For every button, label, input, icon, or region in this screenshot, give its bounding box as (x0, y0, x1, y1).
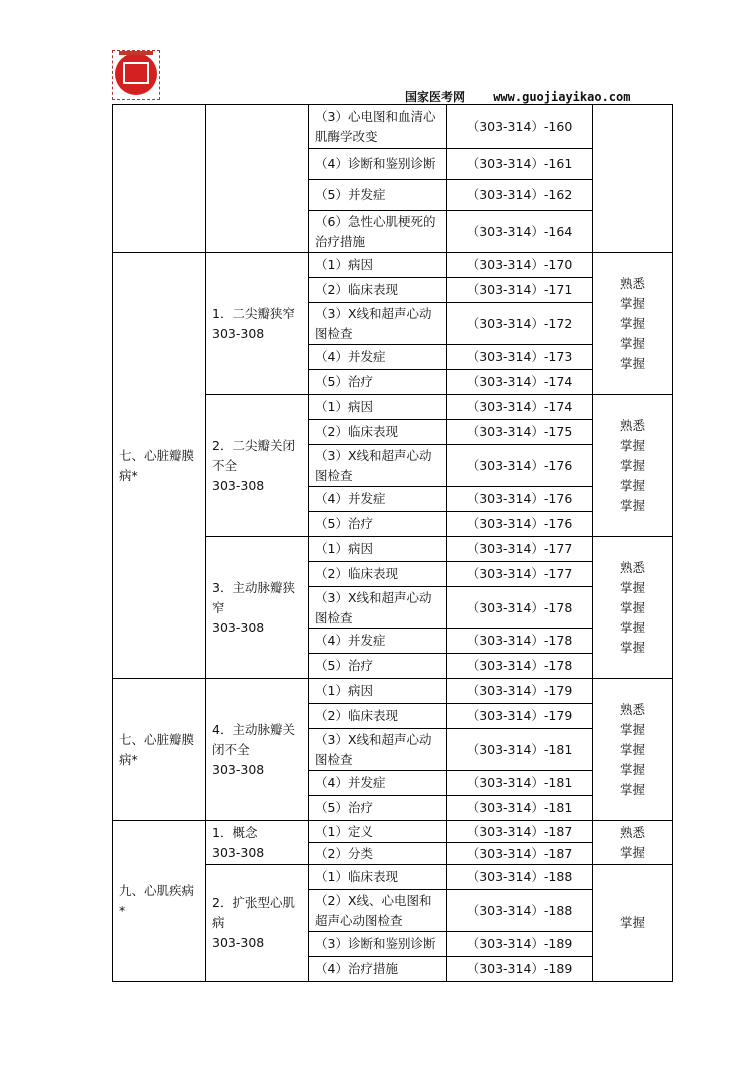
level-label: 掌握 (619, 355, 645, 371)
ref-cell: （303-314）-176 (447, 512, 593, 537)
ref-cell: （303-314）-178 (447, 629, 593, 654)
item-cell: （2）临床表现 (309, 562, 447, 587)
level-label: 掌握 (619, 639, 645, 655)
ref-cell: （303-314）-174 (447, 395, 593, 420)
ref-cell: （303-314）-176 (447, 487, 593, 512)
ref-cell: （303-314）-187 (447, 843, 593, 865)
level-label: 熟悉 (619, 275, 645, 291)
item-cell: （3）X线和超声心动图检查 (309, 729, 447, 771)
level-label: 掌握 (619, 781, 645, 797)
item-cell: （4）并发症 (309, 771, 447, 796)
topic-cell (206, 105, 309, 253)
level-label: 掌握 (619, 437, 645, 453)
ref-cell: （303-314）-181 (447, 729, 593, 771)
item-cell: （3）心电图和血清心肌酶学改变 (309, 105, 447, 149)
level-label: 掌握 (619, 457, 645, 473)
ref-cell: （303-314）-172 (447, 303, 593, 345)
item-cell: （4）并发症 (309, 487, 447, 512)
unit-cell: 七、心脏瓣膜病* (113, 253, 206, 679)
site-name: 国家医考网 (405, 90, 466, 104)
ref-cell: （303-314）-179 (447, 679, 593, 704)
ref-cell: （303-314）-181 (447, 771, 593, 796)
ref-cell: （303-314）-160 (447, 105, 593, 149)
ref-cell: （303-314）-188 (447, 890, 593, 932)
logo-banner (119, 51, 153, 55)
level-label: 熟悉 (619, 417, 645, 433)
level-label: 掌握 (619, 761, 645, 777)
level-label: 掌握 (619, 335, 645, 351)
item-cell: （1）病因 (309, 537, 447, 562)
level-cell (593, 105, 673, 253)
level-cell (593, 253, 673, 395)
item-cell: （2）临床表现 (309, 278, 447, 303)
item-cell: （3）X线和超声心动图检查 (309, 587, 447, 629)
unit-cell (113, 105, 206, 253)
topic-cell: 4．主动脉瓣关闭不全 303-308 (206, 679, 309, 821)
item-cell: （4）治疗措施 (309, 957, 447, 982)
level-label: 熟悉 (619, 559, 645, 575)
item-cell: （2）分类 (309, 843, 447, 865)
ref-cell: （303-314）-173 (447, 345, 593, 370)
topic-cell: 1．概念 303-308 (206, 821, 309, 865)
table-row (113, 105, 673, 149)
level-label: 掌握 (619, 599, 645, 615)
item-cell: （2）临床表现 (309, 420, 447, 445)
logo-mark (123, 62, 149, 84)
item-cell: （4）并发症 (309, 345, 447, 370)
level-label: 掌握 (619, 579, 645, 595)
level-label: 掌握 (619, 844, 645, 860)
topic-cell: 2．扩张型心肌病 303-308 (206, 865, 309, 982)
level-label: 掌握 (619, 477, 645, 493)
item-cell: （4）并发症 (309, 629, 447, 654)
item-cell: （5）并发症 (309, 180, 447, 211)
item-cell: （5）治疗 (309, 796, 447, 821)
topic-cell: 2．二尖瓣关闭不全 303-308 (206, 395, 309, 537)
item-cell: （5）治疗 (309, 370, 447, 395)
level-label: 掌握 (619, 741, 645, 757)
ref-cell: （303-314）-174 (447, 370, 593, 395)
item-cell: （3）X线和超声心动图检查 (309, 445, 447, 487)
item-cell: （2）X线、心电图和超声心动图检查 (309, 890, 447, 932)
table-row (113, 679, 673, 704)
syllabus-table (112, 104, 673, 982)
page-header (405, 88, 630, 105)
level-label: 掌握 (619, 915, 645, 930)
ref-cell: （303-314）-175 (447, 420, 593, 445)
ref-cell: （303-314）-161 (447, 149, 593, 180)
table-row (113, 821, 673, 843)
ref-cell: （303-314）-171 (447, 278, 593, 303)
level-label: 掌握 (619, 315, 645, 331)
topic-cell: 3．主动脉瓣狭窄 303-308 (206, 537, 309, 679)
level-cell (593, 395, 673, 537)
item-cell: （1）定义 (309, 821, 447, 843)
level-label: 熟悉 (619, 824, 645, 840)
logo (112, 50, 160, 100)
ref-cell: （303-314）-181 (447, 796, 593, 821)
ref-cell: （303-314）-179 (447, 704, 593, 729)
ref-cell: （303-314）-162 (447, 180, 593, 211)
ref-cell: （303-314）-188 (447, 865, 593, 890)
topic-cell: 1．二尖瓣狭窄 303-308 (206, 253, 309, 395)
unit-cell: 七、心脏瓣膜病* (113, 679, 206, 821)
level-label: 掌握 (619, 721, 645, 737)
site-url: www.guojiayikao.com (493, 90, 631, 104)
ref-cell: （303-314）-178 (447, 654, 593, 679)
item-cell: （5）治疗 (309, 512, 447, 537)
ref-cell: （303-314）-178 (447, 587, 593, 629)
ref-cell: （303-314）-164 (447, 211, 593, 253)
level-cell (593, 537, 673, 679)
item-cell: （1）病因 (309, 395, 447, 420)
ref-cell: （303-314）-177 (447, 562, 593, 587)
item-cell: （1）病因 (309, 679, 447, 704)
item-cell: （2）临床表现 (309, 704, 447, 729)
item-cell: （5）治疗 (309, 654, 447, 679)
ref-cell: （303-314）-170 (447, 253, 593, 278)
ref-cell: （303-314）-187 (447, 821, 593, 843)
level-label: 掌握 (619, 497, 645, 513)
level-cell (593, 865, 673, 982)
ref-cell: （303-314）-189 (447, 957, 593, 982)
level-cell (593, 821, 673, 865)
ref-cell: （303-314）-189 (447, 932, 593, 957)
item-cell: （1）临床表现 (309, 865, 447, 890)
item-cell: （6）急性心肌梗死的治疗措施 (309, 211, 447, 253)
item-cell: （3）X线和超声心动图检查 (309, 303, 447, 345)
item-cell: （4）诊断和鉴别诊断 (309, 149, 447, 180)
level-label: 掌握 (619, 619, 645, 635)
table-row (113, 253, 673, 278)
ref-cell: （303-314）-176 (447, 445, 593, 487)
ref-cell: （303-314）-177 (447, 537, 593, 562)
level-label: 掌握 (619, 295, 645, 311)
level-label: 熟悉 (619, 701, 645, 717)
item-cell: （3）诊断和鉴别诊断 (309, 932, 447, 957)
level-cell (593, 679, 673, 821)
item-cell: （1）病因 (309, 253, 447, 278)
unit-cell: 九、心肌疾病* (113, 821, 206, 982)
